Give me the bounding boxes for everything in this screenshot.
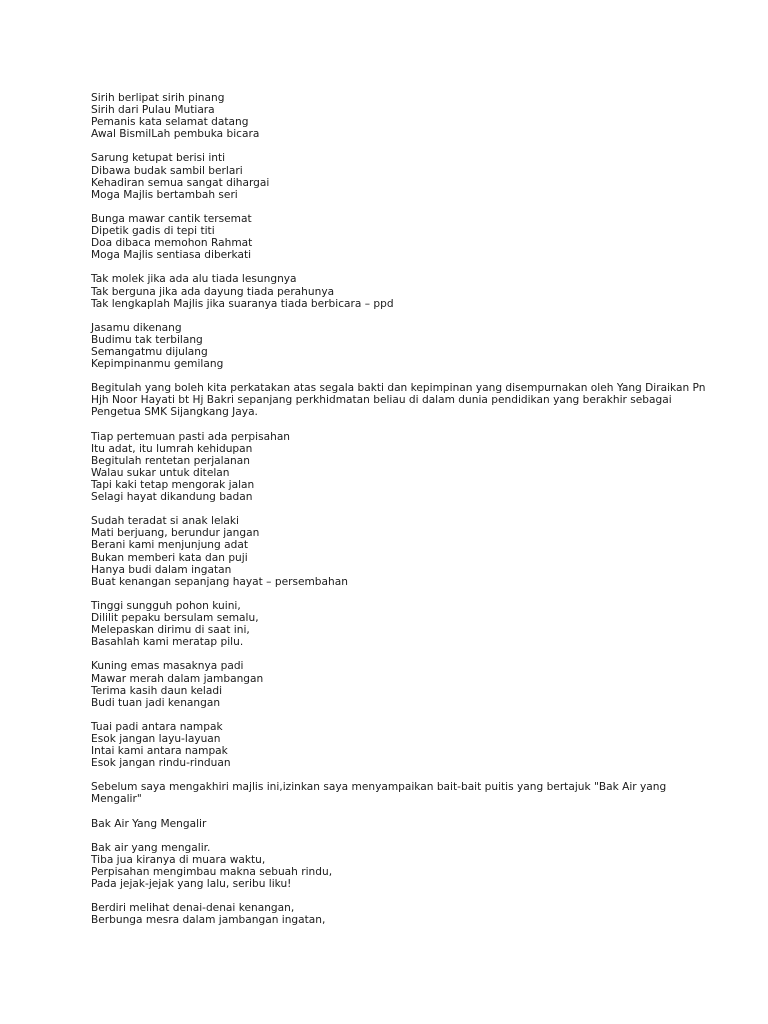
text-line: Jasamu dikenang: [91, 321, 182, 334]
paragraph: [91, 781, 691, 805]
paragraph: [91, 213, 691, 261]
text-line: Melepaskan dirimu di saat ini,: [91, 624, 250, 637]
paragraph: [91, 322, 691, 370]
document-body: [91, 92, 706, 939]
text-line: Sarung ketupat berisi inti: [91, 152, 226, 165]
text-line: Bak air yang mengalir.: [91, 841, 211, 854]
text-line: Bunga mawar cantik tersemat: [91, 212, 252, 225]
text-line: Terima kasih daun keladi: [91, 684, 223, 697]
text-line: Kepimpinanmu gemilang: [91, 358, 224, 371]
paragraph: [91, 721, 691, 769]
paragraph: [91, 431, 691, 504]
text-line: Bak Air Yang Mengalir: [91, 817, 207, 830]
text-line: Doa dibaca memohon Rahmat: [91, 237, 253, 250]
text-line: Esok jangan rindu-rinduan: [91, 757, 231, 770]
text-line: Sirih berlipat sirih pinang: [91, 92, 225, 104]
text-line: Kehadiran semua sangat dihargai: [91, 176, 270, 189]
text-line: Pada jejak-jejak yang lalu, seribu liku!: [91, 878, 292, 891]
paragraph: [91, 92, 691, 140]
text-line: Sudah teradat si anak lelaki: [91, 515, 239, 528]
text-line: Hanya budi dalam ingatan: [91, 563, 232, 576]
text-line: Tapi kaki tetap mengorak jalan: [91, 479, 255, 491]
text-line: Sebelum saya mengakhiri majlis ini,izinkan saya menyampaikan bait-bait puitis yang bertajuk "Bak Air yang: [91, 781, 667, 794]
text-line: Tinggi sungguh pohon kuini,: [91, 599, 241, 612]
text-line: Tak molek jika ada alu tiada lesungnya: [91, 273, 297, 286]
text-line: Perpisahan mengimbau makna sebuah rindu,: [91, 866, 333, 878]
text-line: Intai kami antara nampak: [91, 745, 228, 758]
text-line: Kuning emas masaknya padi: [91, 660, 244, 673]
text-line: Sirih dari Pulau Mutiara: [91, 104, 215, 117]
text-line: Semangatmu dijulang: [91, 345, 208, 358]
text-line: Tuai padi antara nampak: [91, 720, 223, 733]
paragraph: [91, 600, 691, 648]
text-line: Berani kami menjunjung adat: [91, 539, 248, 552]
text-line: Mengalir": [91, 793, 142, 806]
paragraph: [91, 902, 691, 926]
text-line: Budimu tak terbilang: [91, 333, 203, 346]
text-line: Berdiri melihat denai-denai kenangan,: [91, 902, 295, 915]
text-line: Awal BismilLah pembuka bicara: [91, 128, 260, 141]
text-line: Moga Majlis sentiasa diberkati: [91, 249, 252, 262]
text-line: Pengetua SMK Sijangkang Jaya.: [91, 406, 258, 419]
paragraph: [91, 515, 691, 588]
paragraph: [91, 818, 691, 830]
text-line: Tak lengkaplah Majlis jika suaranya tiada berbicara – ppd: [91, 297, 394, 310]
paragraph: [91, 382, 706, 419]
text-line: Berbunga mesra dalam jambangan ingatan,: [91, 914, 326, 927]
text-line: Begitulah yang boleh kita perkatakan atas segala bakti dan kepimpinan yang disempurnakan oleh Yang Diraikan Pn: [91, 382, 706, 395]
text-line: Tiap pertemuan pasti ada perpisahan: [91, 430, 291, 443]
text-line: Selagi hayat dikandung badan: [91, 491, 253, 504]
text-line: Esok jangan layu-layuan: [91, 732, 221, 745]
text-line: Dililit pepaku bersulam semalu,: [91, 612, 259, 625]
text-line: Pemanis kata selamat datang: [91, 116, 249, 129]
text-line: Begitulah rentetan perjalanan: [91, 454, 250, 467]
text-line: Buat kenangan sepanjang hayat – persembahan: [91, 575, 348, 588]
text-line: Dipetik gadis di tepi titi: [91, 225, 215, 238]
text-line: Budi tuan jadi kenangan: [91, 696, 221, 709]
paragraph: [91, 273, 691, 309]
text-line: Hjh Noor Hayati bt Hj Bakri sepanjang perkhidmatan beliau di dalam dunia pendidikan yang berakhir sebagai: [91, 394, 672, 407]
text-line: Walau sukar untuk ditelan: [91, 466, 230, 479]
paragraph: [91, 842, 691, 890]
text-line: Bukan memberi kata dan puji: [91, 551, 248, 564]
text-line: Dibawa budak sambil berlari: [91, 164, 243, 177]
text-line: Itu adat, itu lumrah kehidupan: [91, 442, 253, 455]
paragraph: [91, 660, 691, 708]
text-line: Mati berjuang, berundur jangan: [91, 527, 260, 540]
text-line: Mawar merah dalam jambangan: [91, 672, 264, 685]
text-line: Tak berguna jika ada dayung tiada perahunya: [91, 285, 335, 298]
text-line: Moga Majlis bertambah seri: [91, 188, 238, 201]
text-line: Basahlah kami meratap pilu.: [91, 636, 244, 649]
text-line: Tiba jua kiranya di muara waktu,: [91, 853, 266, 866]
paragraph: [91, 152, 691, 200]
